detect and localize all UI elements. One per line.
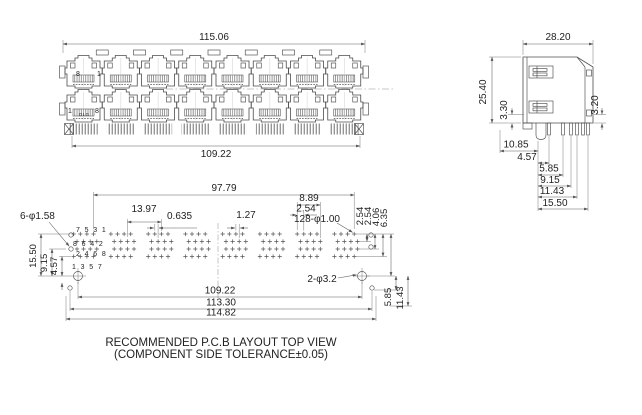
- row-dim-1: 2.54: [363, 206, 374, 226]
- pcb-jack-pitch-value: 13.97: [131, 204, 157, 215]
- pcb-half-pitch-value: 1.27: [236, 210, 256, 221]
- small-holes-label: 6-φ1.58: [20, 211, 55, 222]
- pcb-span-value: 97.79: [211, 183, 237, 194]
- pcb-pin-row-3: 2 4 6 8: [76, 251, 108, 258]
- front-bottom-pin1-label: 1: [68, 108, 74, 115]
- front-pin1-label: 1: [97, 71, 103, 78]
- pcb-pin-row-2: 8 6 4 2: [73, 241, 105, 248]
- pcb-pin-row-4: 1 3 5 7: [72, 264, 104, 271]
- side-pin-dim-2: 5.85: [539, 163, 559, 175]
- side-depth-value: 28.20: [545, 32, 571, 43]
- front-bottom-pin8-label: 8: [95, 108, 101, 115]
- right-bottom-dim-1: 11.43: [395, 286, 406, 310]
- pad-holes-label: 128-φ1.00: [294, 214, 340, 225]
- left-dim-2: 4.57: [49, 256, 60, 276]
- bottom-dim-0: 109.22: [204, 285, 236, 297]
- side-height-value: 25.40: [478, 79, 489, 105]
- left-dim-1: 9.15: [39, 253, 50, 273]
- pcb-group-width-value: 8.89: [299, 193, 319, 204]
- big-holes-label: 2-φ3.2: [307, 274, 337, 285]
- row-dim-3: 6.35: [379, 208, 390, 228]
- caption: [105, 337, 336, 361]
- brand-mark: GLG: [79, 112, 90, 117]
- caption-line2: (COMPONENT SIDE TOLERANCE±0.05): [113, 349, 329, 361]
- bottom-dim-2: 114.82: [206, 307, 236, 319]
- right-bottom-dim-0: 5.85: [383, 287, 394, 307]
- front-pin8-label: 8: [76, 71, 82, 78]
- side-pin-dim-3: 9.15: [540, 175, 560, 186]
- pcb-stagger-value: 0.635: [167, 211, 193, 222]
- left-dim-0: 15.50: [28, 244, 39, 268]
- side-pin-dim-1: 4.57: [517, 152, 537, 163]
- side-pin-dim-5: 15.50: [542, 198, 568, 209]
- front-pin-span-value: 109.22: [200, 149, 232, 160]
- pcb-pin-row-1: 7 5 3 1: [76, 227, 108, 234]
- side-rear-lip-value: 3.20: [590, 95, 601, 115]
- side-front-lip-value: 3.30: [499, 100, 510, 120]
- pcb-pad-pitch-value: 2.54: [296, 203, 316, 215]
- row-dim-0: 2.54: [355, 206, 366, 226]
- side-pin-dim-0: 10.85: [503, 139, 529, 151]
- side-pin-dim-4: 11.43: [539, 186, 565, 197]
- row-dim-2: 4.06: [371, 207, 382, 227]
- caption-line1: RECOMMENDED P.C.B LAYOUT TOP VIEW: [105, 337, 337, 349]
- bottom-dim-1: 113.30: [206, 297, 236, 309]
- front-overall-width-value: 115.06: [199, 32, 229, 43]
